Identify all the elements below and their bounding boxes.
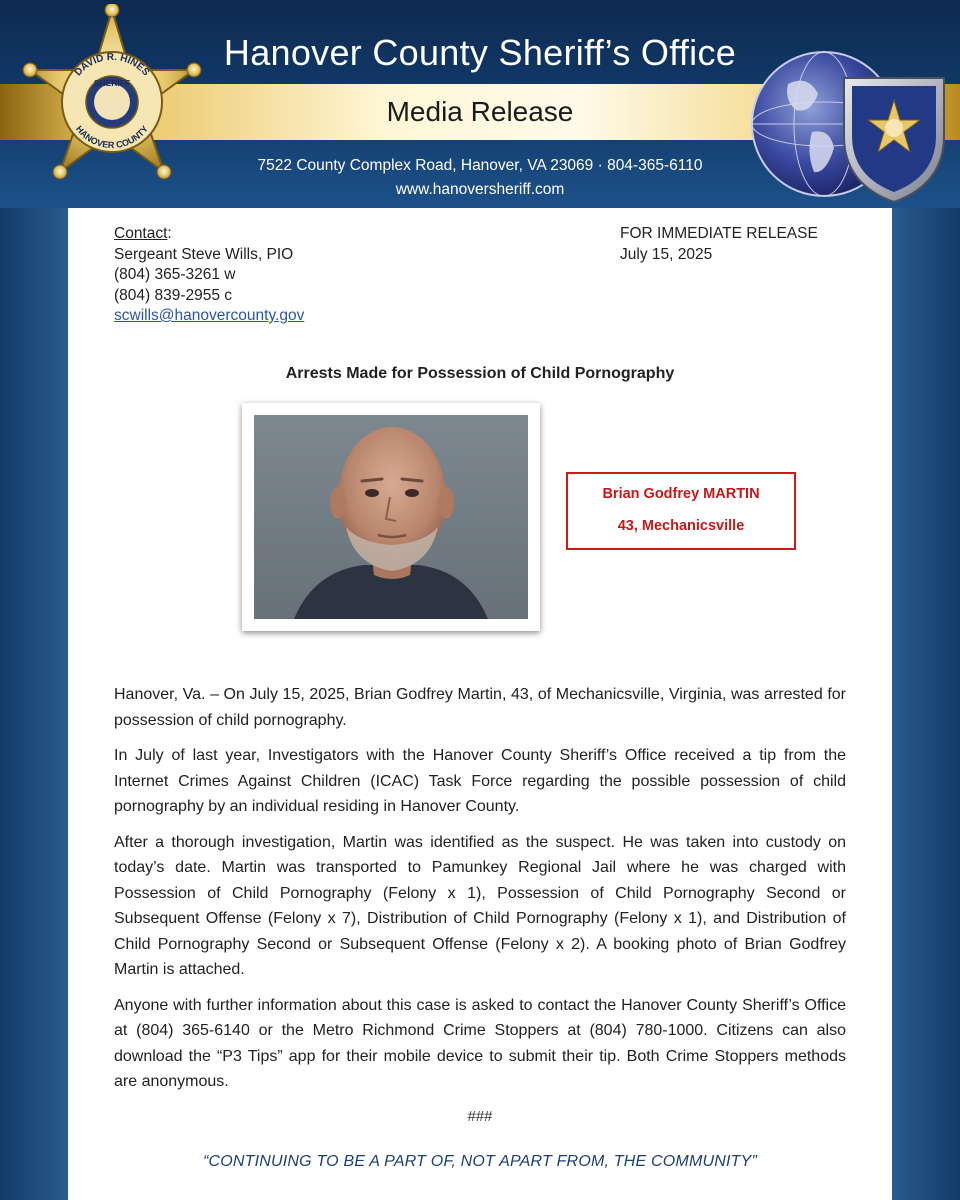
booking-photo-frame <box>242 403 540 631</box>
suspect-name-box <box>566 472 796 550</box>
badge-top-text: DAVID R. HINES <box>72 51 152 79</box>
badge-bottom-text: HANOVER COUNTY <box>73 123 151 151</box>
badge-middle-text: SHERIFF <box>93 78 131 88</box>
sheriff-star-badge-icon <box>18 4 206 196</box>
header <box>0 0 960 208</box>
end-marker: ### <box>467 1108 493 1125</box>
contact-label: Contact <box>114 225 168 242</box>
contact-colon: : <box>167 225 172 242</box>
release-type: FOR IMMEDIATE RELEASE <box>620 225 818 242</box>
release-document <box>68 208 892 1200</box>
release-date: July 15, 2025 <box>620 245 713 263</box>
header-subtitle: Media Release <box>386 96 574 127</box>
header-website: www.hanoversheriff.com <box>395 181 565 198</box>
contact-phone-cell: (804) 839-2955 c <box>114 286 233 304</box>
contact-name: Sergeant Steve Wills, PIO <box>114 245 294 263</box>
motto: “CONTINUING TO BE A PART OF, NOT APART FROM, THE COMMUNITY” <box>202 1153 758 1170</box>
header-address: 7522 County Complex Road, Hanover, VA 23069 · 804-365-6110 <box>257 157 703 174</box>
suspect-details: 43, Mechanicsville <box>617 518 745 534</box>
contact-email-link[interactable]: scwills@hanovercounty.gov <box>114 307 305 324</box>
booking-photo <box>254 415 528 619</box>
release-block <box>620 224 818 265</box>
paragraph: Anyone with further information about this case is asked to contact the Hanover County Sheriff’s Office at (804) 365-6140 or the Metro Richmond Crime Stoppers at (804) 780-1000. Citizens can also download the “P3 Tips” app for their mobile device to submit their tip. Both Crime Stoppers methods are anonymous. <box>114 996 846 1090</box>
headline: Arrests Made for Possession of Child Pornography <box>285 365 675 382</box>
contact-block <box>114 224 304 327</box>
header-title: Hanover County Sheriff’s Office <box>223 32 737 73</box>
paragraph: In July of last year, Investigators with the Hanover County Sheriff’s Office received a tip from the Internet Crimes Against Children (ICAC) Task Force regarding the possible possession of child pornography by an individual residing in Hanover County. <box>114 747 846 815</box>
globe-shield-emblem-icon <box>748 44 958 206</box>
contact-phone-work: (804) 365-3261 w <box>114 266 236 283</box>
paragraph: After a thorough investigation, Martin was identified as the suspect. He was taken into custody on today’s date. Martin was transported to Pamunkey Regional Jail where he was charged with Possession of Child Pornography (Felony x 1), Possession of Child Pornography Second or Subsequent Offense (Felony x 7), Distribution of Child Pornography (Felony x 1), and Distribution of Child Pornography Second or Subsequent Offense (Felony x 2). A booking photo of Brian Godfrey Martin is attached. <box>114 833 846 978</box>
body-text <box>114 682 846 1105</box>
paragraph: Hanover, Va. – On July 15, 2025, Brian Godfrey Martin, 43, of Mechanicsville, Virginia, was arrested for possession of child pornography. <box>114 686 846 729</box>
suspect-name: Brian Godfrey MARTIN <box>602 486 760 502</box>
